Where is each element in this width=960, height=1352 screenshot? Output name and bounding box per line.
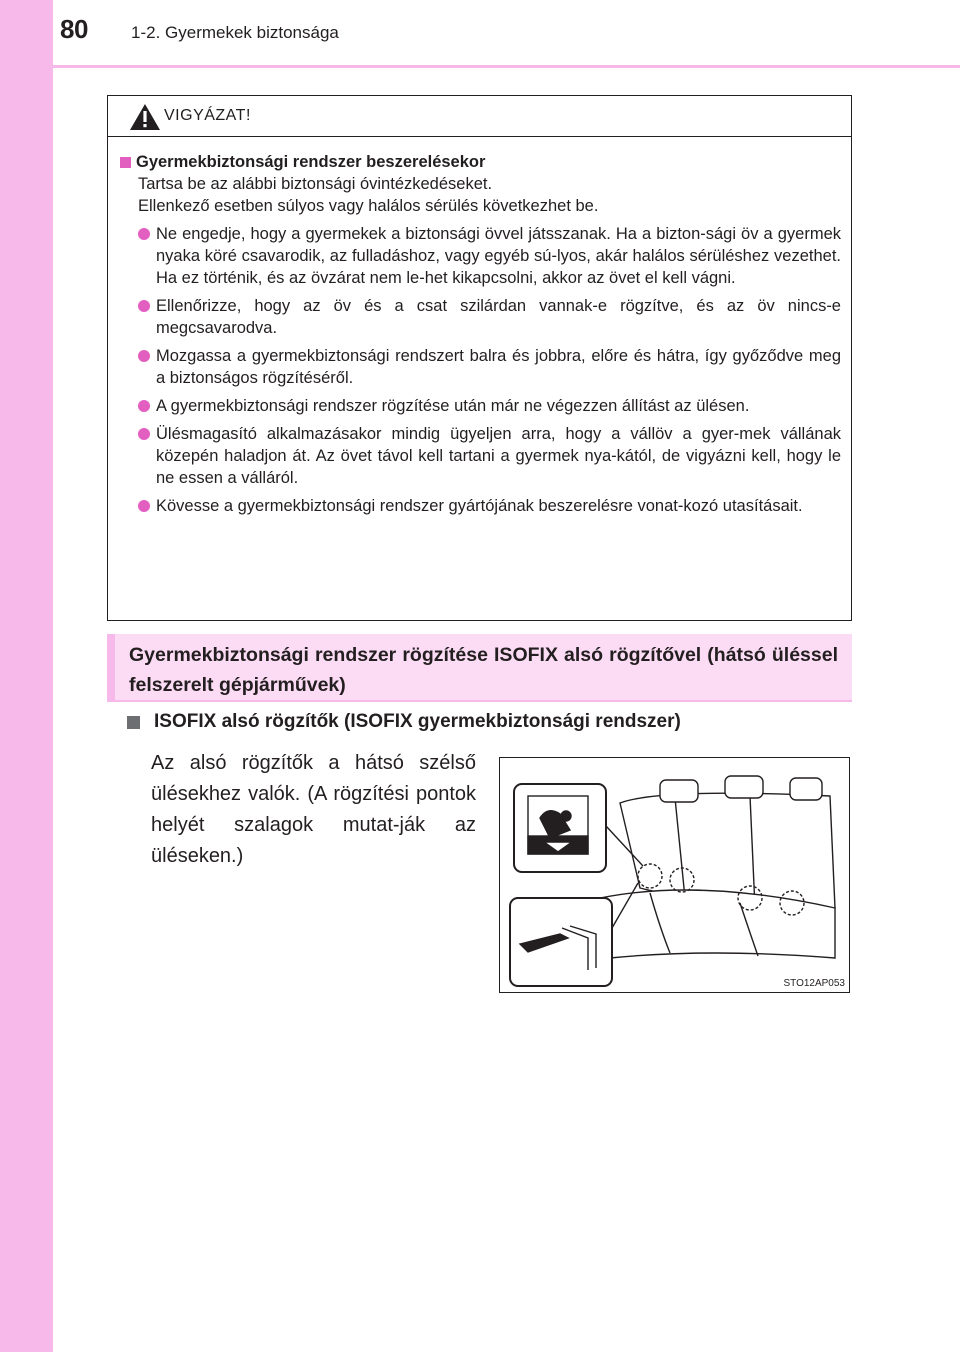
section-title: 1-2. Gyermekek biztonsága — [131, 23, 339, 42]
round-bullet-icon — [138, 228, 150, 240]
list-item-text: Mozgassa a gyermekbiztonsági rendszert balra és jobbra, előre és hátra, így győződve meg a biztonságos rögzítéséről. — [156, 347, 841, 387]
list-item — [120, 495, 841, 517]
round-bullet-icon — [138, 400, 150, 412]
list-item-text: Ülésmagasító alkalmazásakor mindig ügyeljen arra, hogy a vállöv a gyer-mek vállának közepén haladjon át. Az övet távol kell tartani a gyermek nya-kától, de vigyázni kell, hogy le ne essen a válláról. — [156, 425, 841, 487]
warning-box — [107, 95, 852, 621]
list-item — [120, 345, 841, 389]
page-sidebar-band — [0, 0, 53, 1352]
body-paragraph: Az alsó rögzítők a hátsó szélső ülésekhez valók. (A rögzítési pontok helyét szalagok mutat-ják az üléseken.) — [151, 752, 476, 867]
list-item-text: A gyermekbiztonsági rendszer rögzítése után már ne végezzen állítást az ülésen. — [156, 397, 750, 415]
warning-intro-line: Ellenkező esetben súlyos vagy halálos sérülés következhet be. — [138, 197, 599, 215]
round-bullet-icon — [138, 350, 150, 362]
warning-heading — [120, 151, 841, 173]
list-item — [120, 295, 841, 339]
round-bullet-icon — [138, 300, 150, 312]
warning-triangle-icon — [129, 103, 161, 131]
warning-label: VIGYÁZAT! — [164, 107, 251, 124]
list-item-text: Ellenőrizze, hogy az öv és a csat szilárdan vannak-e rögzítve, és az öv nincs-e megcsavarodva. — [156, 297, 841, 337]
list-item — [120, 395, 841, 417]
warning-bullet-list — [120, 223, 841, 517]
header-rule — [53, 65, 960, 68]
sub-heading-text: ISOFIX alsó rögzítők (ISOFIX gyermekbiztonsági rendszer) — [154, 711, 681, 732]
figure-code: STO12AP053 — [783, 978, 845, 989]
round-bullet-icon — [138, 500, 150, 512]
warning-heading-text: Gyermekbiztonsági rendszer beszerelésekor — [136, 153, 486, 171]
page-number: 80 — [60, 14, 88, 44]
list-item — [120, 223, 841, 289]
square-bullet-icon — [127, 716, 140, 729]
sub-heading — [127, 711, 681, 733]
warning-header — [108, 96, 851, 137]
round-bullet-icon — [138, 428, 150, 440]
square-bullet-icon — [120, 157, 131, 168]
section-heading: Gyermekbiztonsági rendszer rögzítése ISOFIX alsó rögzítővel (hátsó üléssel felszerelt gépjárművek) — [107, 634, 852, 702]
list-item-text: Kövesse a gyermekbiztonsági rendszer gyártójának beszerelésre vonat-kozó utasításait. — [156, 497, 803, 515]
warning-intro-line: Tartsa be az alábbi biztonsági óvintézkedéseket. — [138, 175, 493, 193]
rear-seat-drawing-icon — [500, 758, 848, 991]
list-item — [120, 423, 841, 489]
warning-body — [108, 137, 851, 517]
isofix-seat-illustration — [499, 757, 850, 993]
list-item-text: Ne engedje, hogy a gyermekek a biztonsági övvel játsszanak. Ha a bizton-sági öv a gyermek nyaka köré csavarodik, az fulladáshoz, vagy egyéb sú-lyos, akár halálos sérüléshez vezethet. Ha ez történik, és az övzárat nem le-het kikapcsolni, akkor az övet el kell vágni. — [156, 225, 841, 287]
